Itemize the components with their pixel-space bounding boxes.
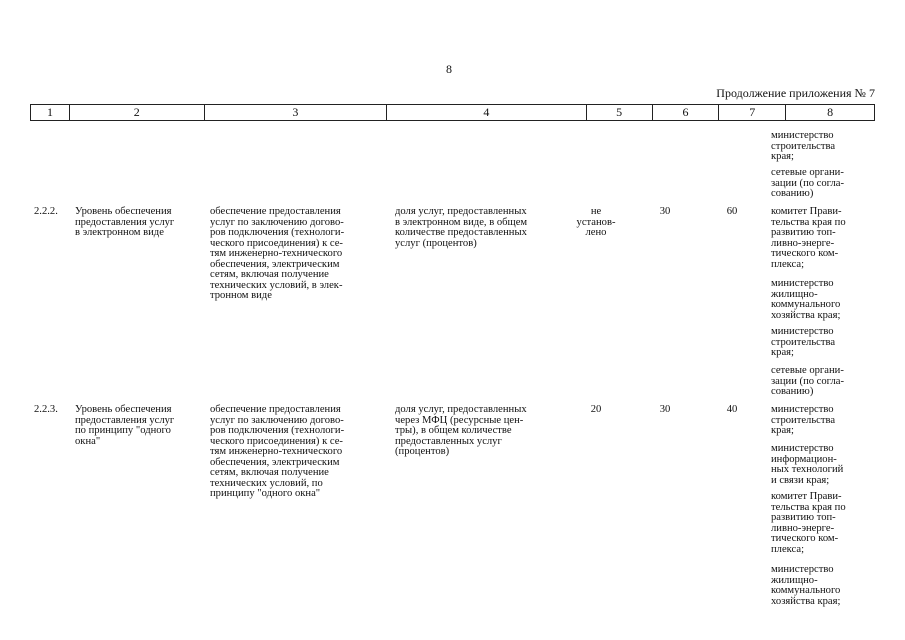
page-number: 8 (446, 62, 452, 76)
orphan-col8-item: сетевые органи- зации (по согла- сованию) (771, 167, 845, 199)
row-number: 2.2.3. (34, 404, 58, 415)
indicator-name: Уровень обеспечения предоставления услуг в электронном виде (75, 206, 175, 238)
responsible-item: министерство жилищно- коммунального хозяйства края; (771, 278, 841, 321)
target-value-6: 30 (659, 206, 671, 217)
metric-description: доля услуг, предоставленных через МФЦ (ресурсные цен- тры), в общем количестве предоставленных услуг (процентов) (395, 404, 527, 457)
table-header-row (30, 104, 875, 121)
responsible-item: комитет Прави- тельства края по развитию топ- ливно-энерге- тического ком- плекса; (771, 206, 846, 270)
baseline-value: 20 (590, 404, 602, 415)
indicator-name: Уровень обеспечения предоставления услуг по принципу "одного окна" (75, 404, 175, 447)
header-col-2: 2 (70, 105, 205, 120)
target-value-7: 60 (726, 206, 738, 217)
row-number: 2.2.2. (34, 206, 58, 217)
responsible-item: министерство жилищно- коммунального хозяйства края; (771, 564, 841, 607)
baseline-value: не установ- лено (576, 206, 616, 238)
responsible-item: сетевые органи- зации (по согла- сованию) (771, 365, 845, 397)
target-value-7: 40 (726, 404, 738, 415)
target-value-6: 30 (659, 404, 671, 415)
metric-description: доля услуг, предоставленных в электронном виде, в общем количестве предоставленных услуг (процентов) (395, 206, 528, 249)
header-col-1: 1 (31, 105, 70, 120)
header-col-3: 3 (205, 105, 388, 120)
header-col-7: 7 (719, 105, 786, 120)
header-col-6: 6 (653, 105, 720, 120)
continuation-heading: Продолжение приложения № 7 (716, 86, 875, 100)
header-col-8: 8 (827, 105, 834, 119)
responsible-item: министерство строительства края; (771, 404, 836, 436)
header-col-5: 5 (587, 105, 653, 120)
orphan-col8-item: министерство строительства края; (771, 130, 836, 162)
measure-description: обеспечение предоставления услуг по заключению догово- ров подключения (технологи- ческого присоединения) к се- тям инженерно-технического обеспечения, электрическим сетям, включая получение технических условий, по принципу "одного окна" (210, 404, 345, 499)
header-col-4: 4 (387, 105, 587, 120)
responsible-item: комитет Прави- тельства края по развитию топ- ливно-энерге- тического ком- плекса; (771, 491, 846, 555)
responsible-item: министерство информацион- ных технологий и связи края; (771, 443, 844, 486)
measure-description: обеспечение предоставления услуг по заключению догово- ров подключения (технологи- ческого присоединения) к се- тям инженерно-технического обеспечения, электрическим сетям, включая получение технических условий, в элек- тронном виде (210, 206, 345, 301)
responsible-item: министерство строительства края; (771, 326, 836, 358)
